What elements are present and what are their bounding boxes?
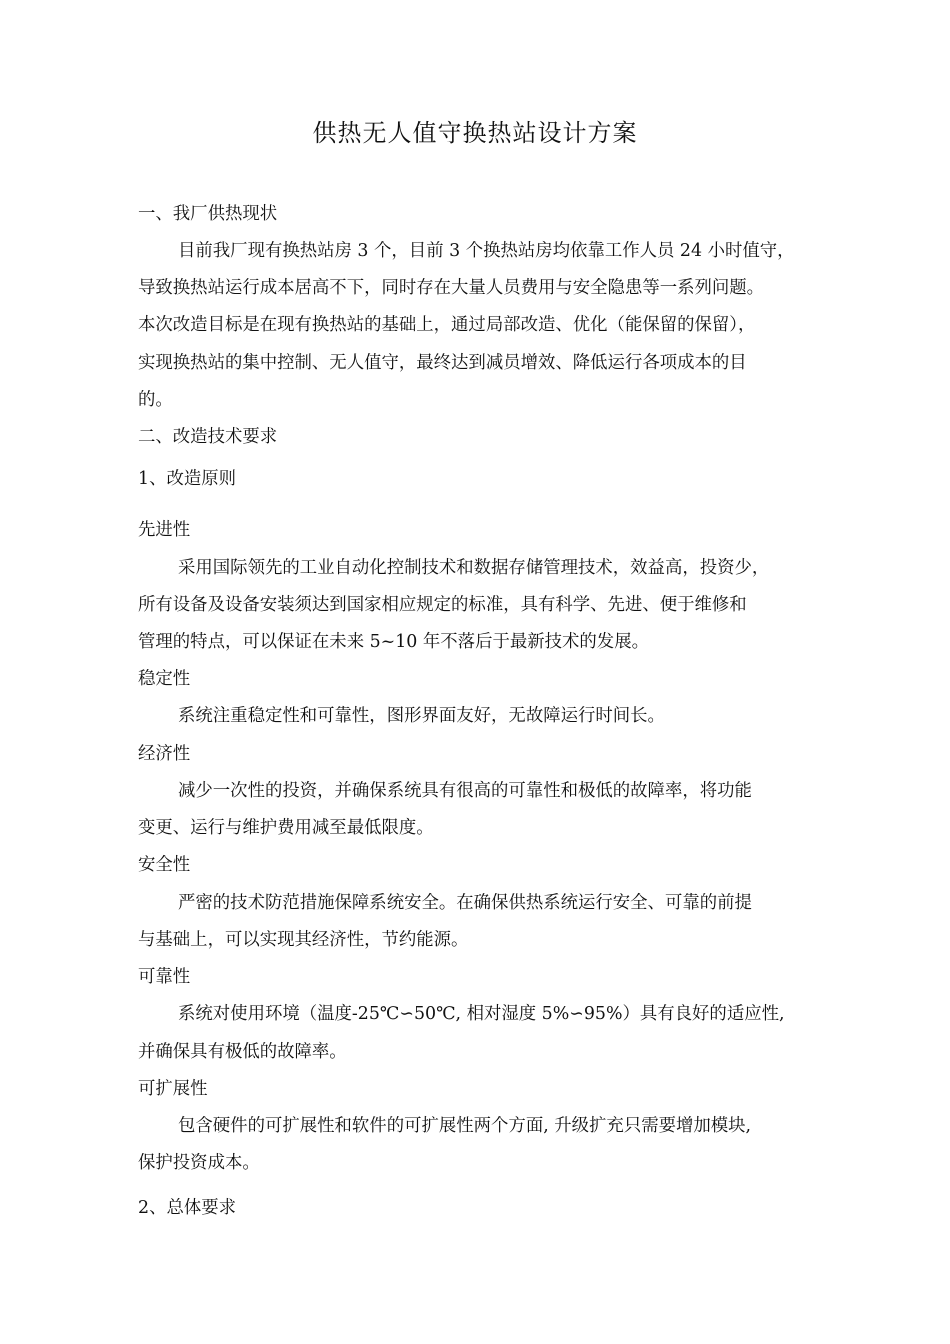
- section-heading: 二、改造技术要求: [138, 427, 278, 447]
- paragraph-line: 保护投资成本。: [138, 1153, 260, 1173]
- section-heading: 一、我厂供热现状: [138, 204, 278, 224]
- item-heading: 先进性: [138, 520, 191, 540]
- paragraph-line: 系统对使用环境（温度-25℃∽50℃, 相对湿度 5%∽95%）具有良好的适应性,: [178, 1004, 785, 1024]
- paragraph-line: 并确保具有极低的故障率。: [138, 1042, 347, 1062]
- paragraph-line: 系统注重稳定性和可靠性，图形界面友好，无故障运行时间长。: [178, 706, 665, 726]
- paragraph-line: 与基础上，可以实现其经济性，节约能源。: [138, 930, 469, 950]
- paragraph-line: 严密的技术防范措施保障系统安全。在确保供热系统运行安全、可靠的前提: [178, 893, 752, 913]
- item-heading: 安全性: [138, 855, 191, 875]
- paragraph-line: 减少一次性的投资，并确保系统具有很高的可靠性和极低的故障率，将功能: [178, 781, 752, 801]
- subsection-heading: 1、改造原则: [138, 469, 237, 489]
- item-heading: 可扩展性: [138, 1079, 208, 1099]
- item-heading: 可靠性: [138, 967, 191, 987]
- paragraph-line: 包含硬件的可扩展性和软件的可扩展性两个方面, 升级扩充只需要增加模块,: [178, 1116, 752, 1136]
- paragraph-line: 的。: [138, 390, 173, 410]
- paragraph-line: 变更、运行与维护费用减至最低限度。: [138, 818, 434, 838]
- paragraph-line: 所有设备及设备安装须达到国家相应规定的标准，具有科学、先进、便于维修和: [138, 595, 747, 615]
- paragraph-line: 实现换热站的集中控制、无人值守，最终达到减员增效、降低运行各项成本的目: [138, 353, 747, 373]
- paragraph-line: 本次改造目标是在现有换热站的基础上，通过局部改造、优化（能保留的保留），: [138, 315, 756, 335]
- paragraph-line: 采用国际领先的工业自动化控制技术和数据存储管理技术，效益高，投资少，: [178, 558, 770, 578]
- paragraph-line: 管理的特点，可以保证在未来 5~10 年不落后于最新技术的发展。: [138, 632, 649, 652]
- document-title: 供热无人值守换热站设计方案: [312, 119, 638, 147]
- item-heading: 稳定性: [138, 669, 191, 689]
- paragraph-line: 目前我厂现有换热站房 3 个，目前 3 个换热站房均依靠工作人员 24 小时值守，: [178, 241, 795, 261]
- subsection-heading: 2、总体要求: [138, 1198, 237, 1218]
- item-heading: 经济性: [138, 744, 191, 764]
- paragraph-line: 导致换热站运行成本居高不下，同时存在大量人员费用与安全隐患等一系列问题。: [138, 278, 765, 298]
